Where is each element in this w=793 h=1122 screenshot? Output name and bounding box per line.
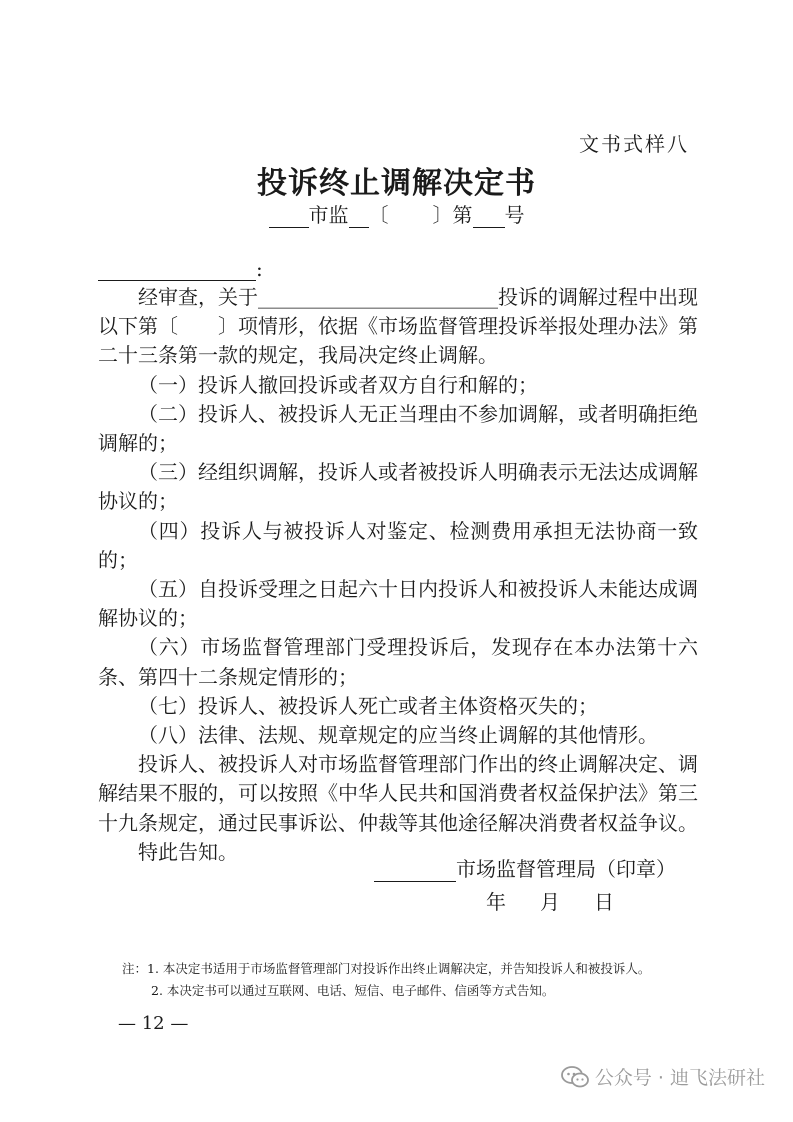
body-item-8: （八）法律、法规、规章规定的应当终止调解的其他情形。	[138, 723, 658, 748]
body-item-4: （四）投诉人与被投诉人对鉴定、检测费用承担无法协商一致的；	[98, 518, 698, 572]
docnum-serial-blank	[473, 207, 505, 228]
body-paragraph-closing: 特此告知。	[138, 839, 238, 864]
body-item-3: （三）经组织调解，投诉人或者被投诉人明确表示无法达成调解协议的；	[98, 460, 698, 514]
body-paragraph-remedy: 投诉人、被投诉人对市场监督管理部门作出的终止调解决定、调解结果不服的，可以按照《中华人民共和国消费者权益保护法》第三十九条规定，通过民事诉讼、仲裁等其他途径解决消费者权益争议。	[98, 752, 698, 835]
authority-blank	[374, 861, 456, 882]
watermark-text: 公众号 · 迪飞法研社	[594, 1067, 765, 1089]
recipient-line	[98, 257, 263, 281]
city-blank	[269, 207, 309, 228]
body-item-6: （六）市场监督管理部门受理投诉后，发现存在本办法第十六条、第四十二条规定情形的；	[98, 635, 698, 689]
date-year: 年	[486, 890, 506, 914]
body-item-2: （二）投诉人、被投诉人无正当理由不参加调解，或者明确拒绝调解的；	[98, 401, 698, 456]
document-body	[98, 283, 698, 867]
issue-date	[486, 886, 614, 915]
note-line-1: 注：1. 本决定书适用于市场监督管理部门对投诉作出终止调解决定，并告知投诉人和被投诉人。	[122, 961, 651, 976]
docnum-close-bracket: 〕第	[432, 203, 473, 227]
docnum-prefix-blank	[349, 207, 369, 228]
body-paragraph-intro: 经审查，关于________________________投诉的调解过程中出现以下第〔 〕项情形，依据《市场监督管理投诉举报处理办法》第二十三条第一款的规定，我局决定终止调解。	[98, 285, 698, 368]
date-day: 日	[594, 890, 614, 914]
wechat-icon	[561, 1066, 589, 1088]
document-number-line	[0, 199, 793, 228]
body-item-5: （五）自投诉受理之日起六十日内投诉人和被投诉人未能达成调解协议的；	[98, 577, 698, 631]
docnum-open-bracket: 〔	[368, 203, 389, 227]
recipient-colon: :	[256, 257, 263, 281]
document-form-label: 文书式样八	[579, 132, 689, 156]
note-line-2: 2. 本决定书可以通过互联网、电话、短信、电子邮件、信函等方式告知。	[151, 983, 555, 998]
page-number: — 12 —	[118, 1013, 189, 1034]
body-item-1: （一）投诉人撤回投诉或者双方自行和解的；	[138, 372, 538, 397]
document-notes	[122, 958, 650, 1002]
document-title: 投诉终止调解决定书	[257, 166, 536, 201]
docnum-suffix: 号	[504, 203, 525, 227]
recipient-blank	[98, 260, 256, 281]
docnum-city: 市监	[308, 203, 349, 227]
date-month: 月	[540, 890, 560, 914]
issuing-authority	[374, 853, 676, 882]
authority-label: 市场监督管理局（印章）	[456, 857, 676, 881]
watermark	[561, 1063, 765, 1090]
body-item-7: （七）投诉人、被投诉人死亡或者主体资格灭失的；	[138, 693, 598, 718]
